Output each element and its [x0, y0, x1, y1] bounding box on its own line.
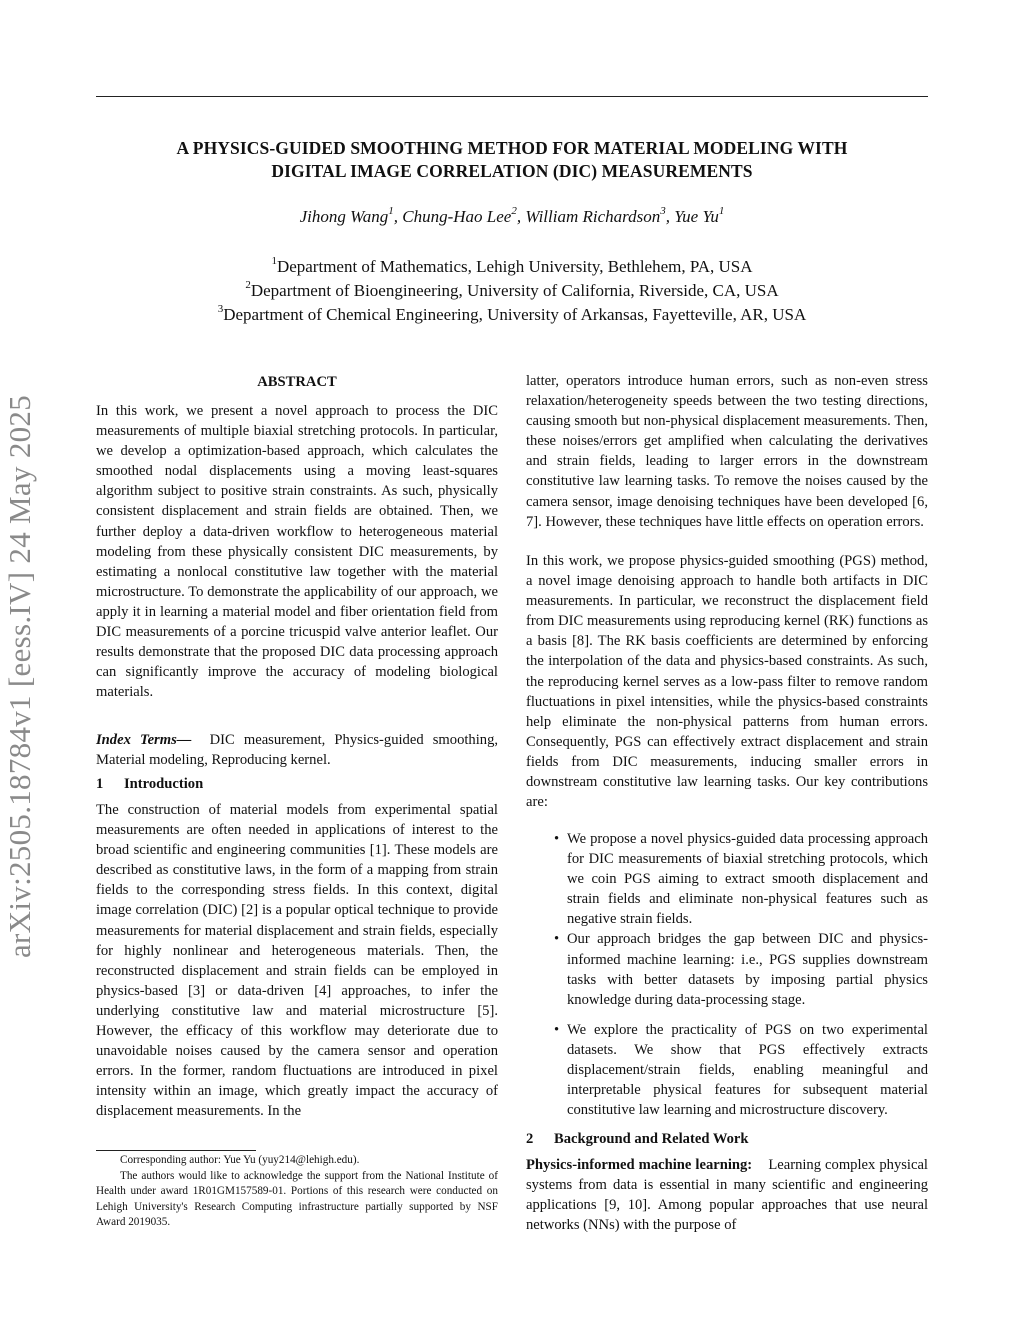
title-line-1: A PHYSICS-GUIDED SMOOTHING METHOD FOR MATERIAL MODELING WITH: [176, 138, 848, 158]
top-rule: [96, 96, 928, 97]
author-list: [96, 206, 928, 228]
section-heading-introduction: 1 Introduction: [96, 776, 204, 792]
index-terms-text: DIC measurement, Physics-guided smoothing, Material modeling, Reproducing kernel.: [96, 732, 499, 769]
affiliation: $^2$Department of Bioengineering, University of California, Riverside, CA, USA: [245, 279, 779, 300]
footnotes: [96, 1153, 498, 1231]
author: William Richardson$^3$,: [525, 205, 675, 226]
author: Chung-Hao Lee$^2$,: [402, 205, 526, 226]
contributions-list: [526, 829, 928, 1120]
list-item: • We explore the practicality of PGS on two experimental datasets. We show that PGS effectively extracts displacement/strain fields, enabling meaningful and interpretable physical features for subsequent material constitutive law learning and microstructure discovery.: [554, 1021, 928, 1119]
footnote-acknowledgement: The authors would like to acknowledge the support from the National Institute of Health under award 1R01GM157589-01. Portions of this research were conducted on Lehigh University's Research Computing infrastructure partially supported by NSF Award 2019035.: [96, 1169, 498, 1229]
footnote-rule: [96, 1150, 256, 1151]
affiliation-list: [96, 255, 928, 327]
list-item: • We propose a novel physics-guided data processing approach for DIC measurements of biaxial stretching protocols, which we coin PGS aiming to extract smooth displacement and strain fields and eliminate non-physical features such as negative strain fields.: [554, 831, 928, 928]
title-line-2: DIGITAL IMAGE CORRELATION (DIC) MEASUREMENTS: [271, 161, 753, 181]
index-terms: [96, 730, 498, 770]
index-terms-label: Index Terms—: [96, 732, 192, 748]
intro-paragraph-2: In this work, we propose physics-guided smoothing (PGS) method, a novel image denoising approach to handle both artifacts in DIC measurements. In particular, we reconstruct the displacement field from DIC measurements using reproducing kernel (RK) functions as a basis [8]. The RK basis coefficients are determined by enforcing the interpolation of the data and physics-based constraints. As such, the reproducing kernel serves as a low-pass filter to remove random fluctuations in pixel intensities, while the physics-based constraints help eliminate the non-physical patterns from human errors. Consequently, PGS can effectively extract displacement and strain fields from DIC measurements, inducing smaller errors in downstream constitutive law learning tasks. Our key contributions are:: [526, 553, 928, 811]
author: Yue Yu$^1$: [674, 205, 725, 226]
paragraph-label: Physics-informed machine learning:: [526, 1157, 753, 1173]
arxiv-identifier: arXiv:2505.18784v1 [eess.IV] 24 May 2025: [2, 394, 37, 958]
list-item: • Our approach bridges the gap between DIC and physics-informed machine learning: i.e., PGS supplies downstream tasks with better datasets by imposing partial physics knowledge during data-processing stage.: [554, 931, 928, 1008]
intro-paragraph-1-continued: latter, operators introduce human errors, such as non-even stress relaxation/heterogeneity speeds between the two testing directions, causing smooth but non-physical displacement measurements. Then, these noises/errors get amplified when calculating the derivatives and strain fields, leading to larger errors in the downstream constitutive law learning tasks. To remove the noises caused by the camera sensor, image denoising techniques have been developed [6, 7]. However, these techniques have little effects on operation errors.: [526, 373, 928, 530]
paper-title: [96, 137, 928, 183]
abstract-text: In this work, we present a novel approach to process the DIC measurements of multiple biaxial stretching protocols. In particular, we develop a optimization-based approach, which calculates the smoothed nodal displacements using a moving least-squares algorithm subject to positive strain constraints. As such, physically consistent displacement and strain fields are obtained. Then, we further deploy a data-driven workflow to heterogeneous material modeling from these physically consistent DIC measurements, by estimating a nonlocal constitutive law together with the material microstructure. To demonstrate the applicability of our approach, we apply it in learning a material model and fiber orientation field from DIC measurements of a porcine tricuspid valve anterior leaflet. Our results demonstrate that the proposed DIC data processing approach can significantly improve the accuracy of modeling biological materials.: [96, 403, 498, 701]
intro-paragraph-1: The construction of material models from experimental spatial measurements are often needed in applications of interest to the broad scientific and engineering communities [1]. These models are described as constitutive laws, in the form of a mapping from strain fields to the corresponding stress fields. In this context, digital image correlation (DIC) [2] is a popular optical technique to provide measurements for material displacement and strain fields, especially for highly nonlinear and heterogeneous materials. Then, the reconstructed displacement and strain fields can be employed in physics-based [3] or data-driven [4] approaches, to infer the underlying constitutive law and material microstructure [5]. However, the efficacy of this workflow may deteriorate due to unavoidable noises caused by the camera sensor and operation errors. In the former, random fluctuations are introduced in pixel intensity within an image, which greatly impact the accuracy of displacement measurements. In the: [96, 802, 498, 1120]
affiliation: $^3$Department of Chemical Engineering, University of Arkansas, Fayetteville, AR, USA: [217, 303, 807, 324]
abstract-heading: ABSTRACT: [257, 374, 337, 390]
affiliation: $^1$Department of Mathematics, Lehigh University, Bethlehem, PA, USA: [271, 255, 753, 276]
author: Jihong Wang$^1$,: [299, 205, 403, 226]
background-paragraph: Physics-informed machine learning: Learning complex physical systems from data is essential in many scientific and engineering applications [9, 10]. Among popular approaches that use neural networks (NNs) with the purpose of: [526, 1157, 928, 1234]
footnote-corresponding: Corresponding author: Yue Yu (yuy214@lehigh.edu).: [120, 1154, 360, 1166]
section-heading-background: 2 Background and Related Work: [526, 1131, 749, 1147]
